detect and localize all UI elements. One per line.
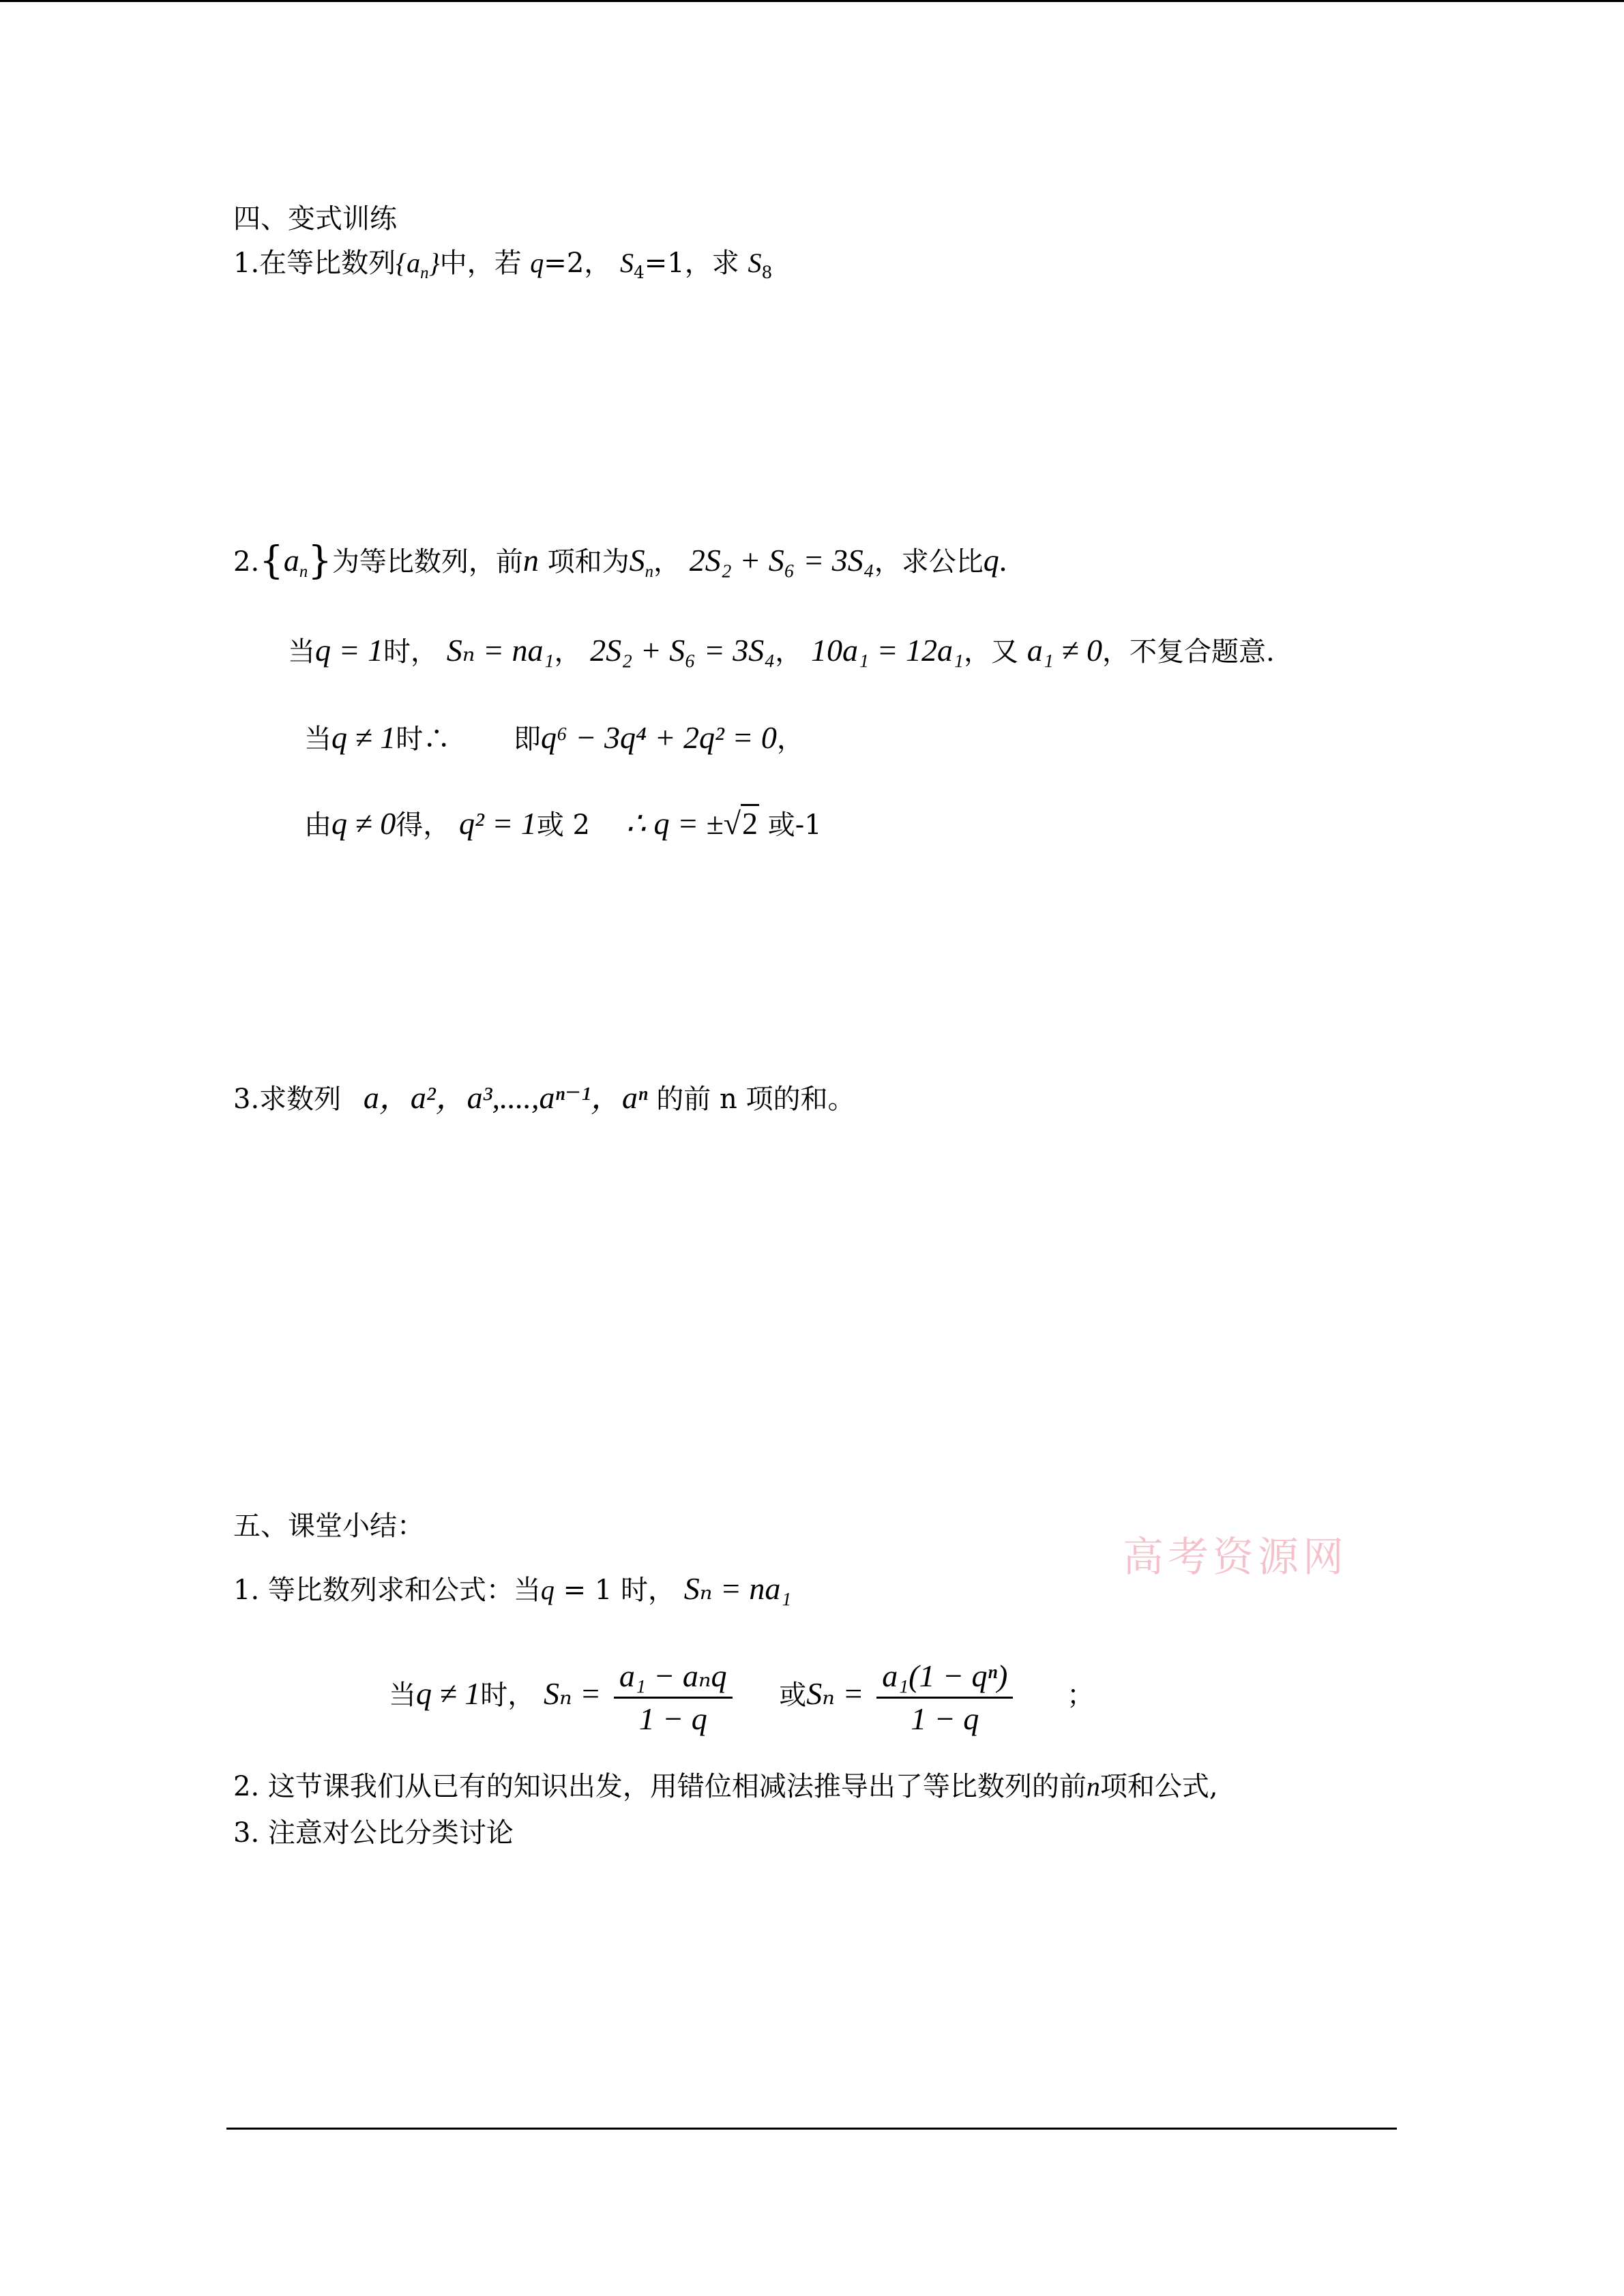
footer-divider [226,2128,1397,2130]
sum-formula: 当q ≠ 1时， Sₙ = $\frac{\text{a₁ − aₙq}}{1 - q}$ 或Sₙ = $\frac{\text{a₁(1 − qⁿ)}}{1 - q}$ ； [389,1658,1095,1736]
solution-conclusion: 由q ≠ 0得， q² = 1或 2 ∴ q = ±√2 或-1 [304,807,822,841]
equation: 2S₂ + S₆ = 3S₄ [689,543,874,578]
exercise-1: 1.在等比数列$\{a_n\}$中，若 q=2， $S_4=1$，求 $S_8$ [233,248,773,282]
summary-2: 2. 这节课我们从已有的知识出发，用错位相减法推导出了等比数列的前n项和公式, [233,1771,1218,1802]
exercise-2-number: 2. [233,546,260,578]
top-border [0,0,1624,2]
section-5-title: 五、课堂小结： [233,1510,424,1542]
exercise-2: $2.\{a_n\}$为等比数列，前n 项和为$S_n$， 2S₂ + S₆ = 3S₄，求公比q. [233,539,1007,583]
exercise-3-number: 3. [233,1084,260,1115]
solution-case-q-not-1: 当q ≠ 1时∴ 即q⁶ − 3q⁴ + 2q² = 0， [304,720,804,755]
summary-1: 1. 等比数列求和公式：当q = 1 时， Sₙ = na₁ [233,1571,792,1606]
section-4-title: 四、变式训练 [233,203,397,235]
sqrt-symbol: √ [723,806,741,841]
fraction-formula-2: $\frac{\text{a₁(1 − qⁿ)}}{1 - q}$ [876,1658,1013,1737]
watermark-logo: 高考资源网 [1123,1534,1348,1581]
solution-case-q-equals-1: 当q = 1时， Sₙ = na₁， 2S₂ + S₆ = 3S₄， 10a₁ = 12a₁，又 a₁ ≠ 0，不复合题意. [288,633,1275,668]
fraction-formula-1: $\frac{\text{a₁ − aₙq}}{1 - q}$ [614,1658,733,1737]
summary-3: 3. 注意对公比分类讨论 [233,1817,514,1849]
exercise-3: 3.求数列 a，a²，a³,....,aⁿ⁻¹，aⁿ 的前 n 项的和。 [233,1080,855,1115]
exercise-1-number: 1. [233,248,260,279]
